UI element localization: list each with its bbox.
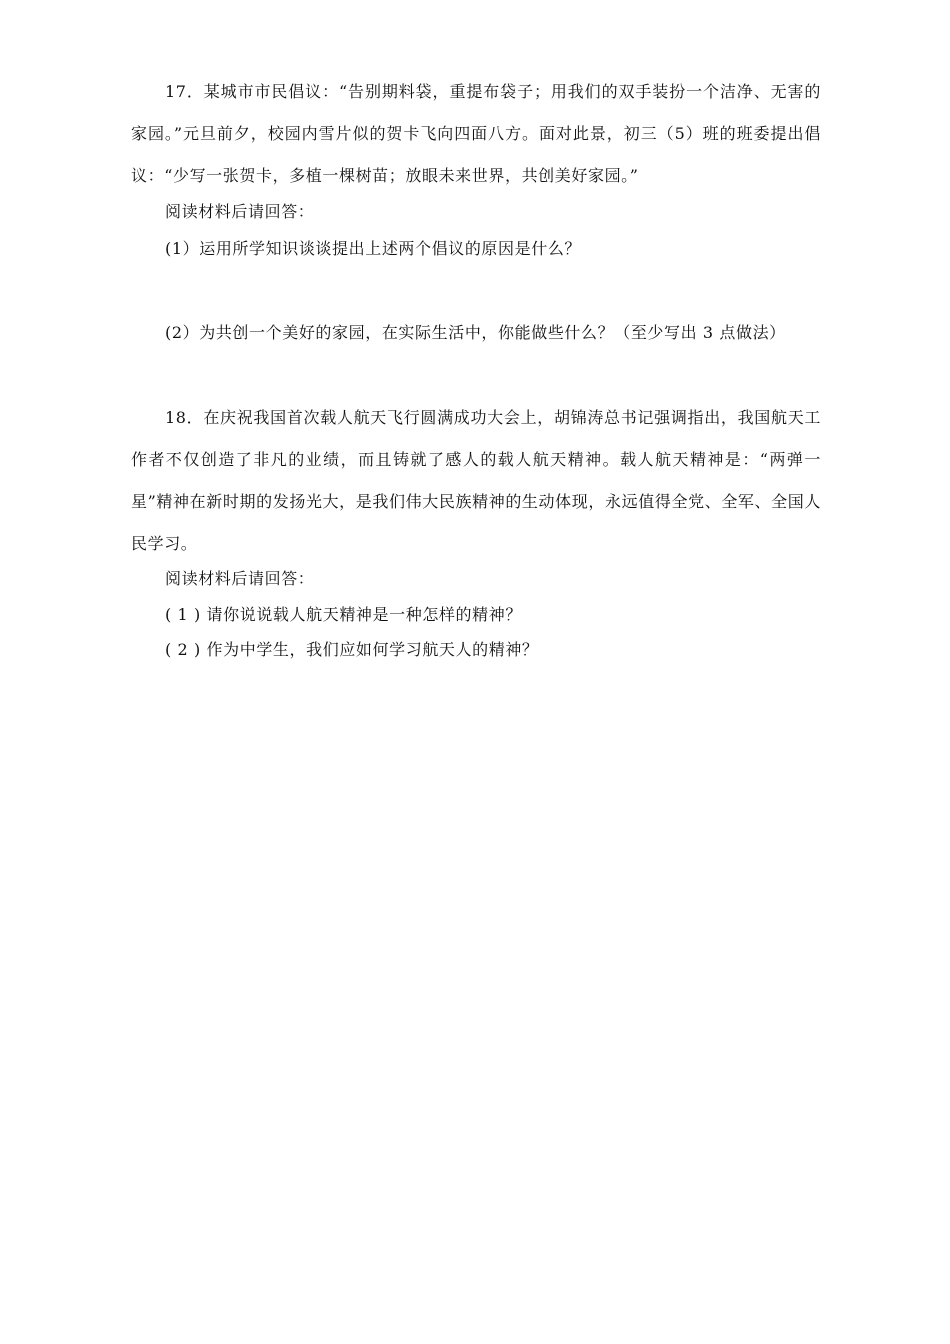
question-17-sub1: (1）运用所学知识谈谈提出上述两个倡议的原因是什么？ (165, 239, 582, 258)
question-18-sub1: ( 1 ) 请你说说载人航天精神是一种怎样的精神？ (165, 605, 522, 624)
question-17-prompt: 阅读材料后请回答： (165, 202, 315, 221)
question-18-sub2: ( 2 ) 作为中学生，我们应如何学习航天人的精神？ (165, 640, 539, 659)
question-17-sub2: (2）为共创一个美好的家园，在实际生活中，你能做些什么？（至少写出 3 点做法） (165, 323, 786, 342)
question-17-stem (131, 71, 821, 197)
question-17-text: 17．某城市市民倡议：“告别期料袋，重提布袋子；用我们的双手装扮一个洁净、无害的家园。”元旦前夕，校园内雪片似的贺卡飞向四面八方。面对此景，初三（5）班的班委提出倡议：“少写一张贺卡，多植一棵树苗；放眼未来世界，共创美好家园。” (131, 82, 821, 185)
question-18-stem (131, 397, 821, 565)
question-18-text: 18．在庆祝我国首次载人航天飞行圆满成功大会上，胡锦涛总书记强调指出，我国航天工作者不仅创造了非凡的业绩，而且铸就了感人的载人航天精神。载人航天精神是：“两弹一星”精神在新时期的发扬光大，是我们伟大民族精神的生动体现，永远值得全党、全军、全国人民学习。 (131, 408, 821, 553)
question-18-prompt: 阅读材料后请回答： (165, 569, 315, 588)
